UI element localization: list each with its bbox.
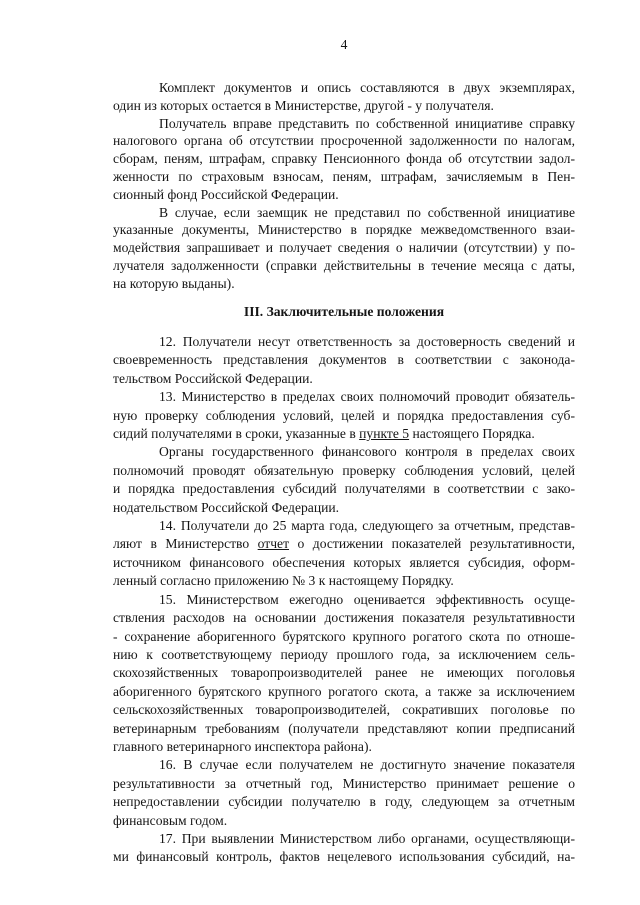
section-text-block [113, 333, 575, 867]
text-line [113, 535, 575, 553]
text-line: женности по страховым взносам, пеням, штрафам, зачисляемым в Пен- [113, 168, 575, 184]
text-line: результативности за отчетный год, Министерство принимает решение о [113, 775, 575, 791]
text-line: 15. Министерством ежегодно оценивается эффективность осуще- [159, 591, 575, 607]
paragraph [113, 443, 575, 517]
text-line: В случае, если заемщик не представил по собственной инициативе [159, 204, 575, 220]
text-line: 14. Получатели до 25 марта года, следующего за отчетным, представ- [159, 518, 575, 534]
paragraph [113, 830, 575, 867]
text-line: 13. Министерство в пределах своих полномочий проводит обязатель- [159, 389, 575, 405]
text-segment: настоящего Порядка. [409, 426, 535, 442]
text-line: один из которых остается в Министерстве, другой - у получателя. [113, 97, 494, 113]
text-line: нодательством Российской Федерации. [113, 499, 340, 515]
text-line: своевременность представления документов в соответствии с законода- [113, 352, 575, 368]
text-line: полномочий проводят обязательную проверку соблюдения условий, целей [113, 462, 575, 478]
paragraph [113, 756, 575, 830]
paragraph [113, 79, 575, 115]
text-line [113, 425, 575, 443]
paragraph [113, 115, 575, 204]
text-line: непредоставлении субсидии получателю в году, следующем за отчетным [113, 794, 575, 810]
text-line: на которую выданы). [113, 275, 235, 291]
text-line: Органы государственного финансового контроля в пределах своих [159, 444, 575, 460]
text-line: модействия запрашивает и получает сведения о наличии (отсутствии) у по- [113, 240, 575, 256]
page-number: 4 [340, 37, 348, 52]
text-line: главного ветеринарного инспектора района). [113, 738, 372, 754]
text-line: ленный согласно приложению № 3 к настоящему Порядку. [113, 573, 454, 589]
text-line: 16. В случае если получателем не достигнуто значение показателя [159, 757, 575, 773]
text-line: источником финансового обеспечения которых является субсидия, оформ- [113, 554, 575, 570]
text-line: Комплект документов и опись составляются в двух экземплярах, [159, 80, 575, 95]
underlined-reference: отчет [257, 536, 290, 552]
intro-text-block [113, 79, 575, 293]
text-line: аборигенного бурятского крупного рогатого скота, а также за исключением [113, 683, 575, 699]
text-segment: ляют в Министерство [113, 536, 258, 552]
paragraph [113, 204, 575, 293]
text-segment: о достижении показателей результативности, [289, 536, 575, 552]
text-line: тельством Российской Федерации. [113, 370, 313, 386]
text-line: финансовым годом. [113, 812, 228, 828]
paragraph [113, 517, 575, 591]
paragraph [113, 333, 575, 388]
text-line: лучателя задолженности (справки действительны в течение месяца с даты, [113, 257, 575, 273]
text-line: ствления расходов на основании достижения показателя результативности [113, 610, 575, 626]
text-line: 12. Получатели несут ответственность за достоверность сведений и [159, 334, 575, 349]
text-line: ветеринарным требованиям (получатели представляют копии предписаний [113, 720, 575, 736]
text-line: нию к соответствующему периоду прошлого года, за исключением сель- [113, 646, 575, 662]
text-line: и порядка предоставления субсидий получателями в соответствии с зако- [113, 481, 575, 497]
paragraph [113, 388, 575, 443]
text-line: налогового органа об отсутствии просроченной задолженности по налогам, [113, 133, 575, 149]
text-line: сионный фонд Российской Федерации. [113, 186, 339, 202]
text-line: 17. При выявлении Министерством либо органами, осуществляющи- [159, 830, 575, 846]
paragraph [113, 591, 575, 757]
text-line: ную проверку соблюдения условий, целей и порядка предоставления суб- [113, 407, 575, 423]
text-line: скохозяйственных товаропроизводителей ранее не имеющих поголовья [113, 665, 575, 681]
text-line: сельскохозяйственных товаропроизводителей, сокративших поголовье по [113, 702, 575, 718]
text-line: сборам, пеням, штрафам, справку Пенсионного фонда об отсутствии задол- [113, 151, 575, 167]
underlined-reference: пункте 5 [359, 426, 410, 442]
text-line: ми финансовый контроль, фактов нецелевого использования субсидий, на- [113, 849, 575, 865]
section-heading: III. Заключительные положения [243, 304, 445, 319]
text-segment: сидий получателями в сроки, указанные в [113, 426, 360, 442]
text-line: указанные документы, Министерство в порядке межведомственного взаи- [113, 222, 575, 238]
text-line: Получатель вправе представить по собственной инициативе справку [159, 115, 575, 131]
text-line: - сохранение аборигенного бурятского крупного рогатого скота по отноше- [113, 628, 575, 644]
